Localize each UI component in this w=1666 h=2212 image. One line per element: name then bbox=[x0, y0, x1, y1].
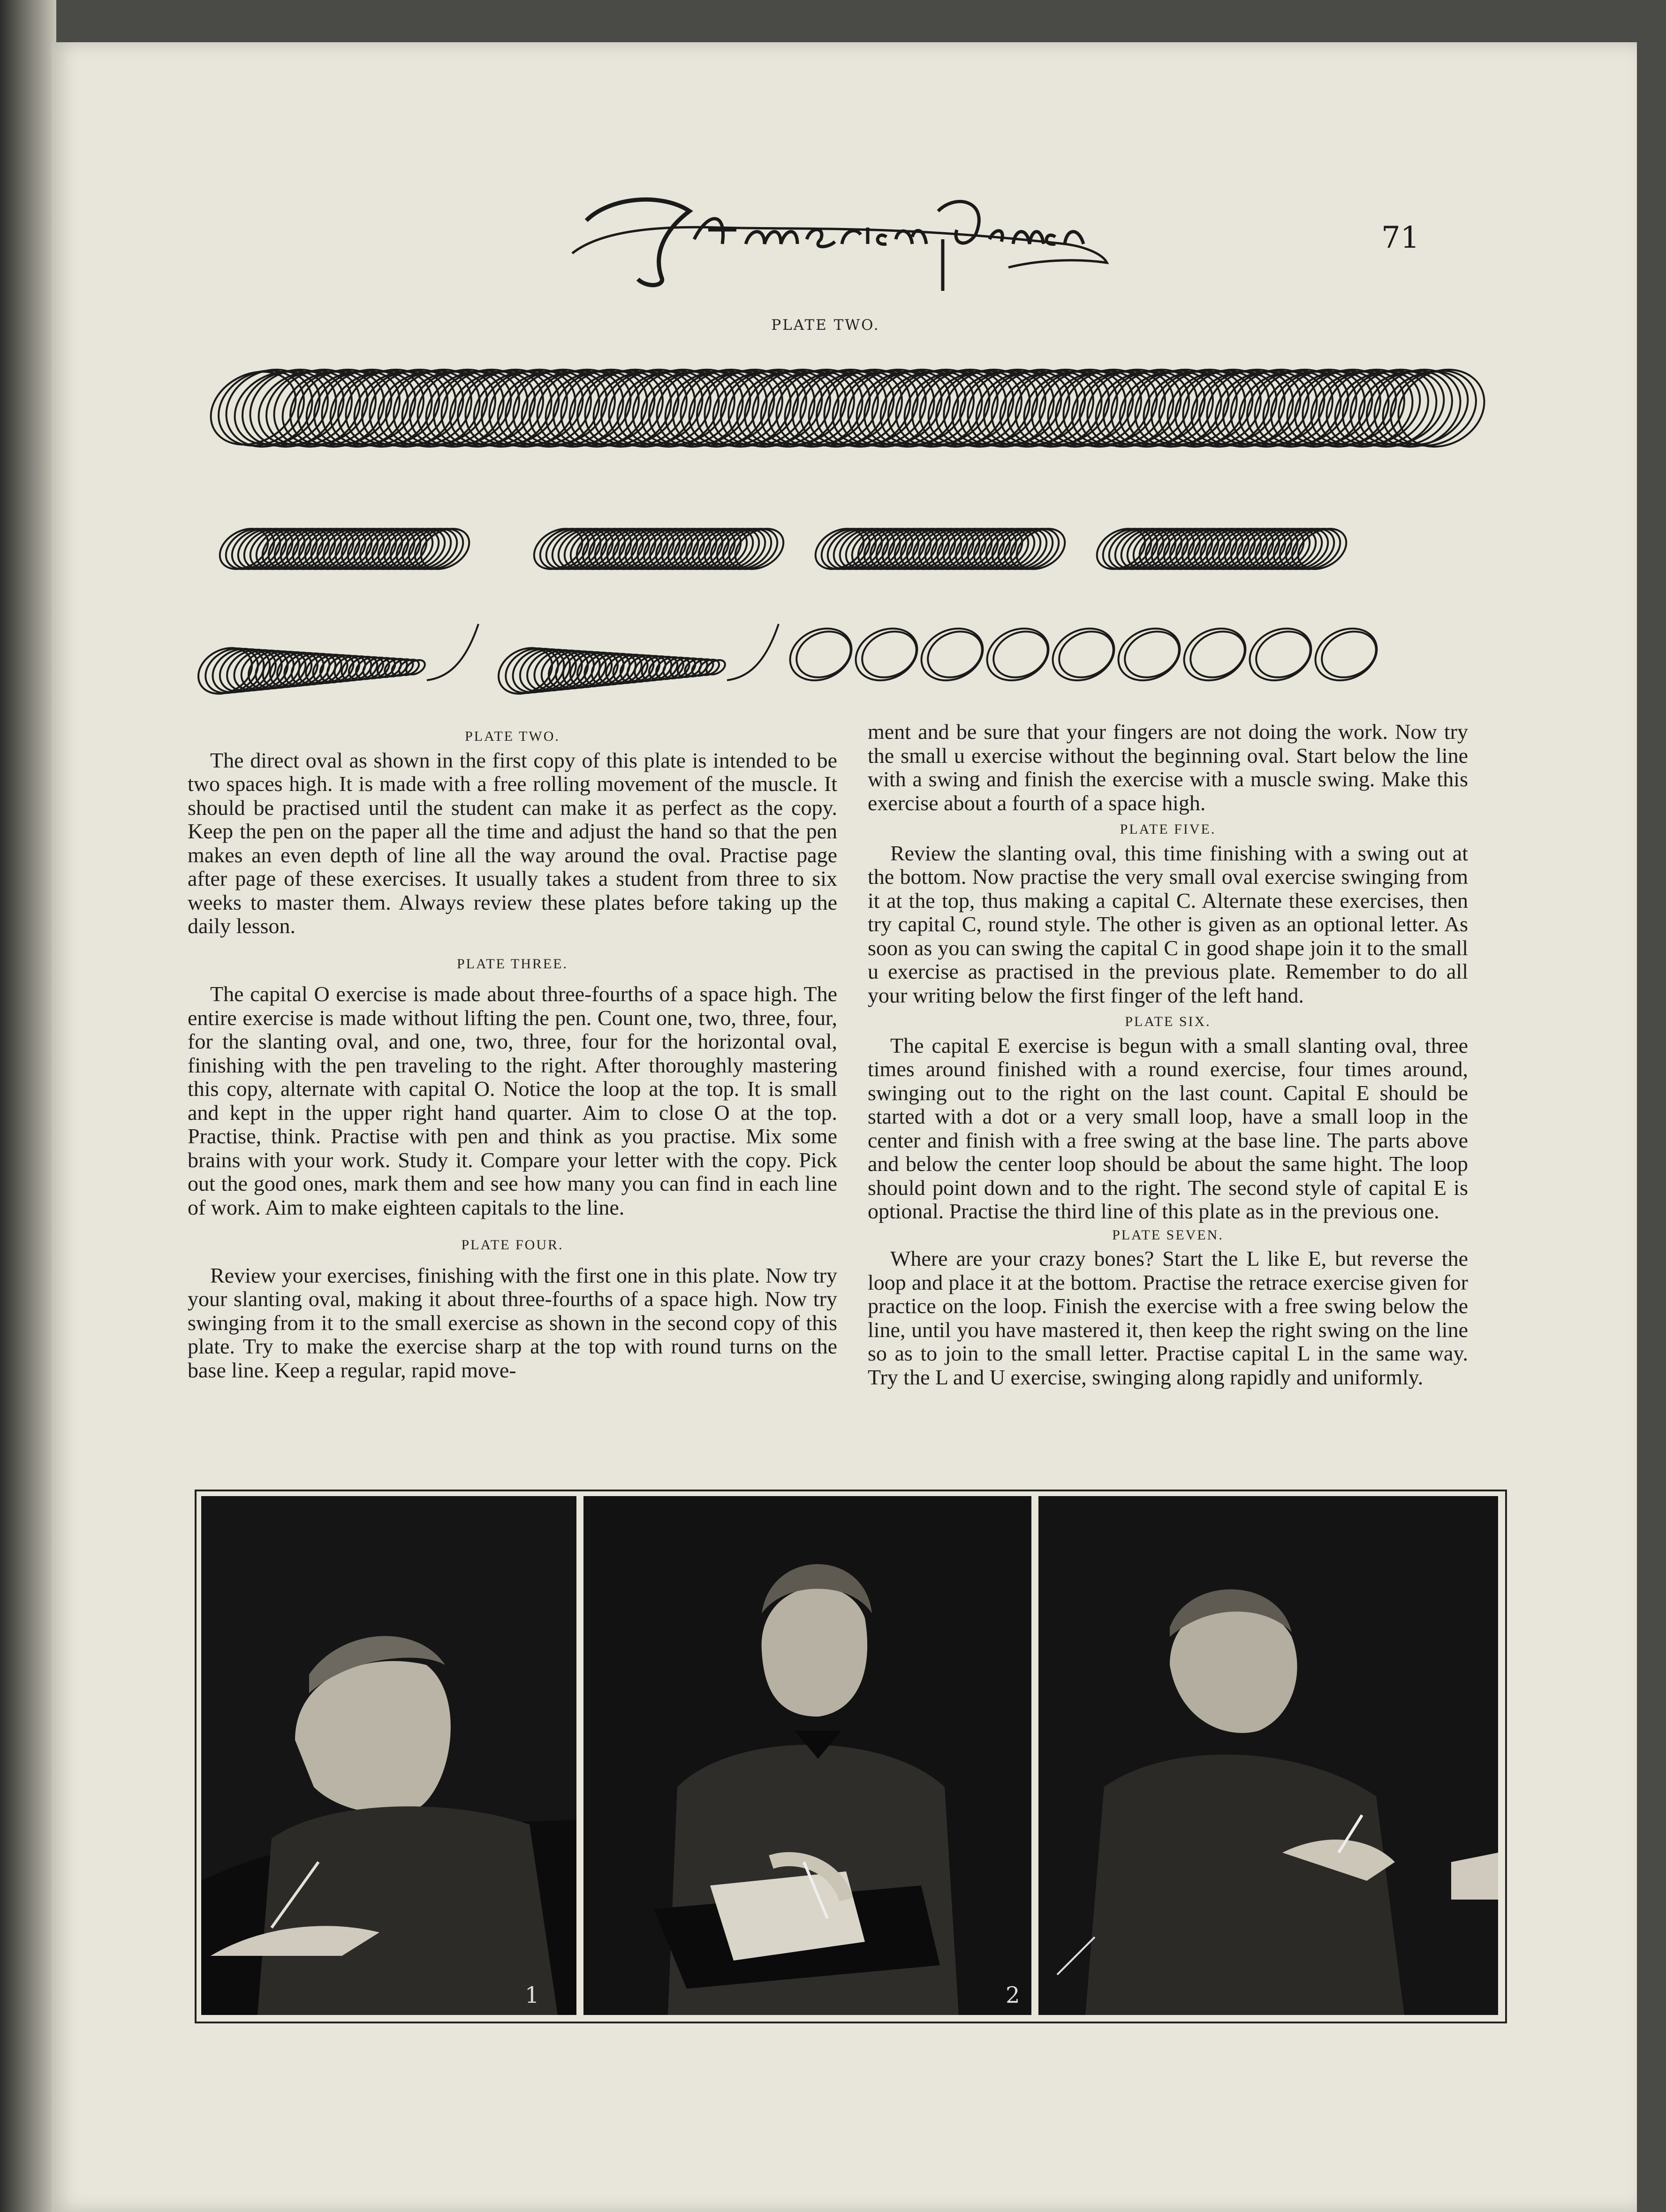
section-heading: PLATE SIX. bbox=[1125, 1014, 1211, 1029]
capital-o bbox=[1110, 619, 1188, 690]
paragraph: Review your exercises, finishing with the first one in this plate. Now try your slanting oval, making it about three-fourths of a space high. Now try swinging from it to the small exercise as shown in the second copy of this plate. Try to make the exercise sharp at the top with round turns on the base line. Keep a regular, rapid move- bbox=[188, 1263, 837, 1382]
section-heading: PLATE TWO. bbox=[465, 729, 560, 744]
page bbox=[52, 42, 1637, 2212]
figure-caption: PLATE TWO. bbox=[771, 317, 880, 334]
section-heading: PLATE SEVEN. bbox=[1112, 1227, 1224, 1243]
capital-o bbox=[847, 619, 925, 690]
book-gutter bbox=[0, 0, 56, 2212]
text-column-right bbox=[868, 720, 1468, 1389]
section-heading: PLATE FOUR. bbox=[461, 1237, 564, 1253]
paragraph: Review the slanting oval, this time finishing with a swing out at the bottom. Now practise the very small oval exercise swinging from it at the top, thus making a capital C. Alternate these exercises, then try capital C, round style. The other is given as an optional letter. As soon as you can swing the capital C in good shape join it to the small u exercise as practised in the previous plate. Remember to do all your writing below the first finger of the left hand. bbox=[868, 841, 1468, 1007]
masthead-logo bbox=[568, 183, 1130, 296]
capital-o bbox=[1044, 619, 1122, 690]
paragraph: The capital E exercise is begun with a small slanting oval, three times around finished with a round exercise, four times around, swinging out to the right on the last count. Capital E should be started with a dot or a very small loop, have a small loop in the center and finish with a free swing at the base line. The parts above and below the center loop should be about the same hight. The loop should point down and to the right. The second style of capital E is optional. Practise the third line of this plate as in the previous one. bbox=[868, 1033, 1468, 1223]
section-heading: PLATE THREE. bbox=[456, 956, 568, 972]
capital-o bbox=[1175, 619, 1254, 690]
capital-o bbox=[1307, 619, 1385, 690]
paragraph: The capital O exercise is made about three-fourths of a space high. The entire exercise is made without lifting the pen. Count one, two, three, four, for the slanting oval, and one, two, three, four for the horizontal oval, finishing with the pen traveling to the right. After thoroughly mastering this copy, alternate with capital O. Notice the loop at the top. It is small and kept in the upper right hand quarter. Aim to close O at the top. Practise, think. Practise with pen and think as you practise. Mix some brains with your work. Study it. Compare your letter with the copy. Pick out the good ones, mark them and see how many you can find in each line of work. Aim to make eighteen capitals to the line. bbox=[188, 982, 837, 1219]
small-exercise-swings bbox=[192, 619, 1386, 703]
photo-number: 1 bbox=[525, 1982, 539, 2008]
paragraph: The direct oval as shown in the first copy of this plate is intended to be two spaces high. It is made with a free rolling movement of the muscle. It should be practised until the student can make it as perfect as the copy. Keep the pen on the paper all the time and adjust the hand so that the pen makes an even depth of line all the way around the oval. Practise page after page of these exercises. It usually takes a student from three to six weeks to master them. Always review these plates before taking up the daily lesson. bbox=[188, 748, 837, 938]
paragraph: ment and be sure that your fingers are not doing the work. Now try the small u exercise without the beginning oval. Start below the line with a swing and finish the exercise with a muscle swing. Make this exercise about a fourth of a space high. bbox=[868, 720, 1468, 815]
capital-o bbox=[913, 619, 991, 690]
capital-o bbox=[1241, 619, 1319, 690]
direct-oval-exercise bbox=[198, 355, 1496, 462]
swing-stroke bbox=[727, 624, 779, 680]
capital-o bbox=[978, 619, 1057, 690]
text-column-left bbox=[188, 725, 837, 1382]
photo-number: 2 bbox=[1006, 1982, 1020, 2008]
photo-strip bbox=[195, 1490, 1507, 2023]
photo-penman-writing-front bbox=[583, 1496, 1031, 2015]
section-heading: PLATE FIVE. bbox=[1120, 821, 1216, 837]
paragraph: Where are your crazy bones? Start the L like E, but reverse the loop and place it at the bottom. Practise the retrace exercise given for practice on the loop. Finish the exercise with a free swing below the line, until you have mastered it, then keep the right swing on the line so as to join to the small letter. Practise capital L in the same way. Try the L and U exercise, swinging along rapidly and uniformly. bbox=[868, 1247, 1468, 1389]
swing-stroke bbox=[427, 624, 478, 680]
slanting-oval-exercises bbox=[212, 521, 1353, 578]
penmanship-plate-figure bbox=[192, 342, 1496, 718]
photo-penman-writing-profile bbox=[1038, 1496, 1498, 2015]
photo-penman-writing-side bbox=[201, 1496, 576, 2015]
capital-o bbox=[781, 619, 860, 690]
page-number: 71 bbox=[1381, 220, 1420, 255]
